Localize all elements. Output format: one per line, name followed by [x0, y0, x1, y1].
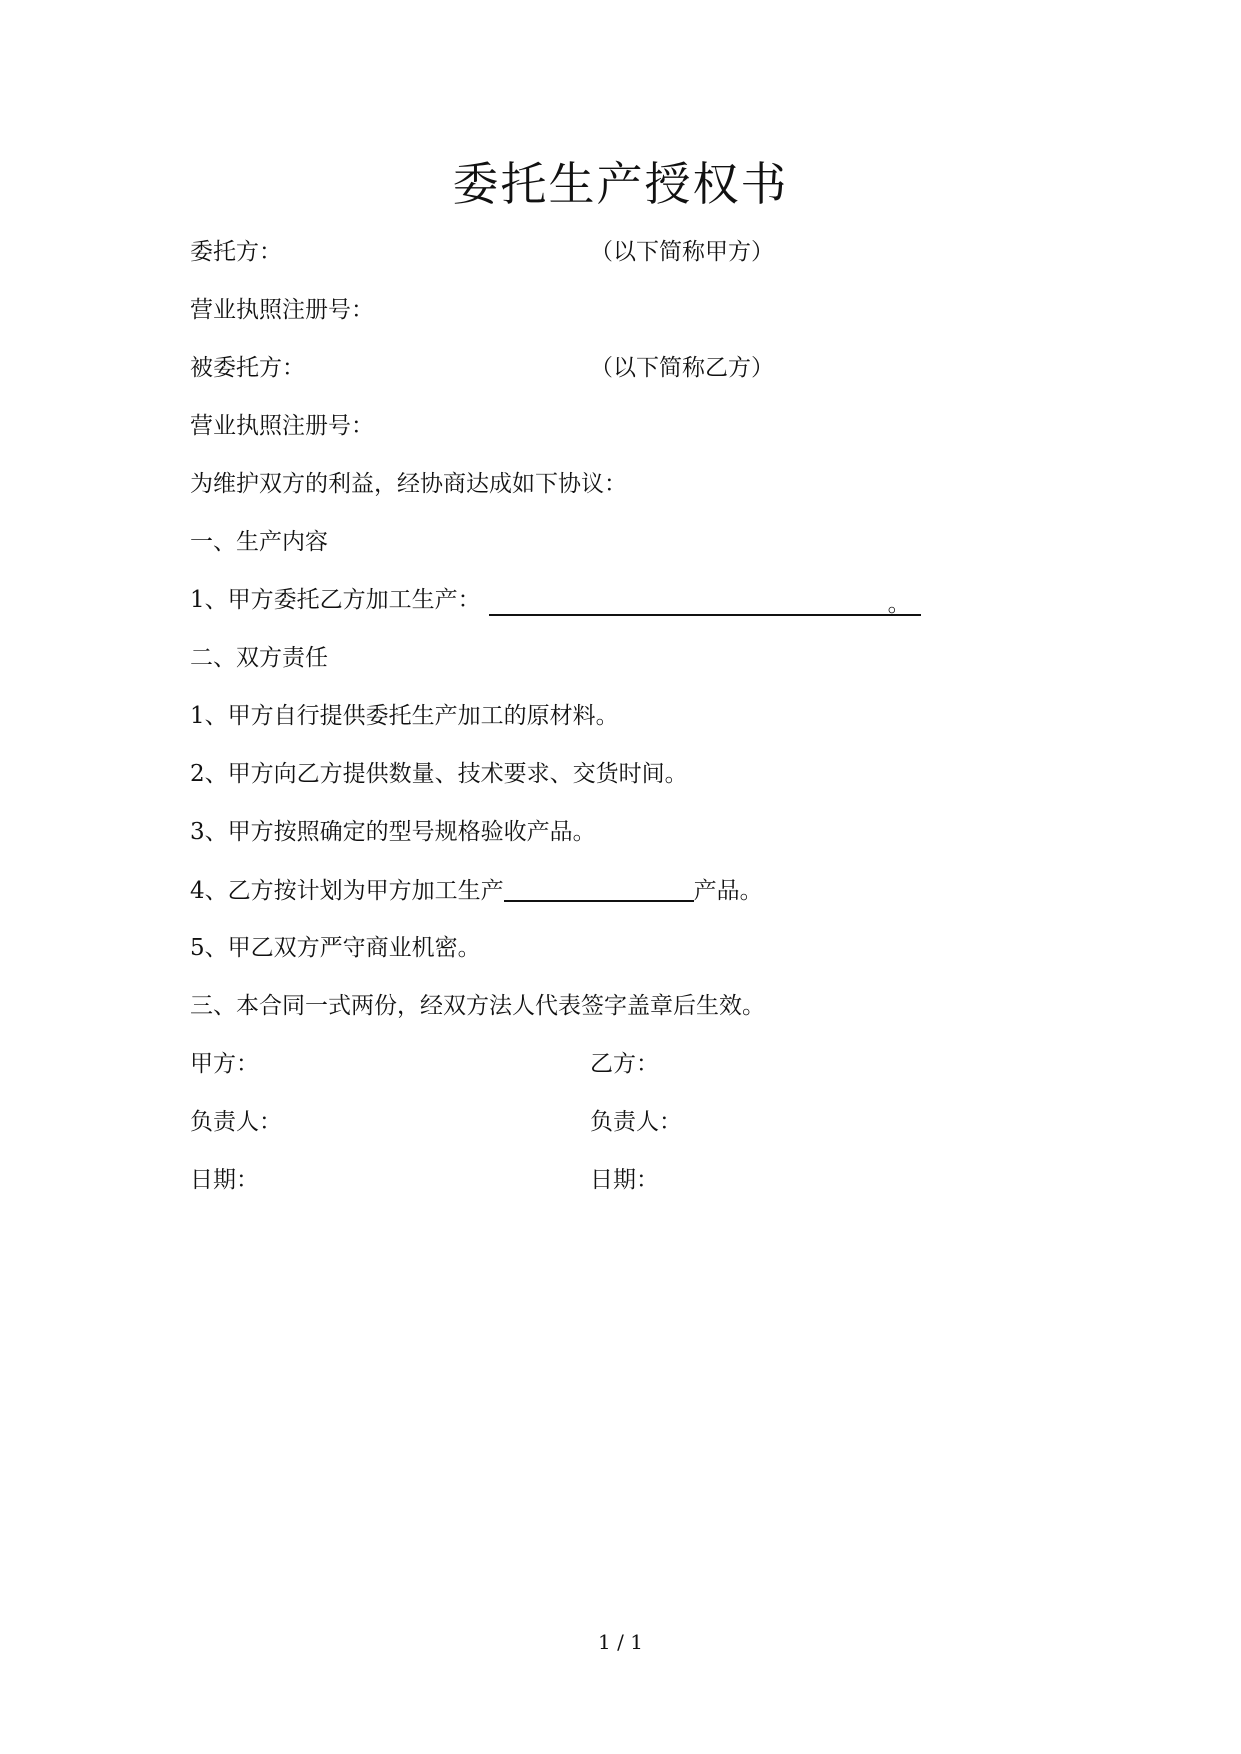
page-number: 1 / 1 [598, 1630, 643, 1654]
section2-item-5: 5、甲乙双方严守商业机密。 [190, 935, 481, 961]
party-a-label: 委托方： [190, 239, 282, 265]
section2-item4-prefix: 4、乙方按计划为甲方加工生产 [190, 878, 504, 904]
sign-party-a: 甲方： [190, 1051, 259, 1077]
section2-item4-suffix: 产品。 [693, 878, 763, 904]
intro-text: 为维护双方的利益，经协商达成如下协议： [190, 471, 627, 497]
section2-item-4 [190, 874, 763, 907]
section2-heading: 二、双方责任 [190, 645, 328, 671]
license-a-label: 营业执照注册号： [190, 297, 374, 323]
section2-item-2: 2、甲方向乙方提供数量、技术要求、交货时间。 [190, 761, 688, 787]
section1-item1-text: 1、甲方委托乙方加工生产： [190, 587, 481, 613]
sign-person-b: 负责人： [590, 1109, 682, 1135]
party-b-abbrev: （以下简称乙方） [590, 355, 774, 381]
sign-person-a: 负责人： [190, 1109, 282, 1135]
sign-party-b: 乙方： [590, 1051, 659, 1077]
party-a-abbrev: （以下简称甲方） [590, 239, 774, 265]
product-blank-line [489, 588, 921, 616]
section2-item-3: 3、甲方按照确定的型号规格验收产品。 [190, 819, 596, 845]
sign-date-b: 日期： [590, 1167, 659, 1193]
section1-item1-end: 。 [887, 591, 911, 617]
document-title: 委托生产授权书 [452, 157, 789, 211]
party-b-label: 被委托方： [190, 355, 305, 381]
section2-item-1: 1、甲方自行提供委托生产加工的原材料。 [190, 703, 619, 729]
section3-text: 三、本合同一式两份，经双方法人代表签字盖章后生效。 [190, 993, 765, 1019]
quantity-blank-line [504, 874, 694, 902]
section1-item1 [190, 584, 921, 616]
sign-date-a: 日期： [190, 1167, 259, 1193]
section1-heading: 一、生产内容 [190, 529, 328, 555]
license-b-label: 营业执照注册号： [190, 413, 374, 439]
